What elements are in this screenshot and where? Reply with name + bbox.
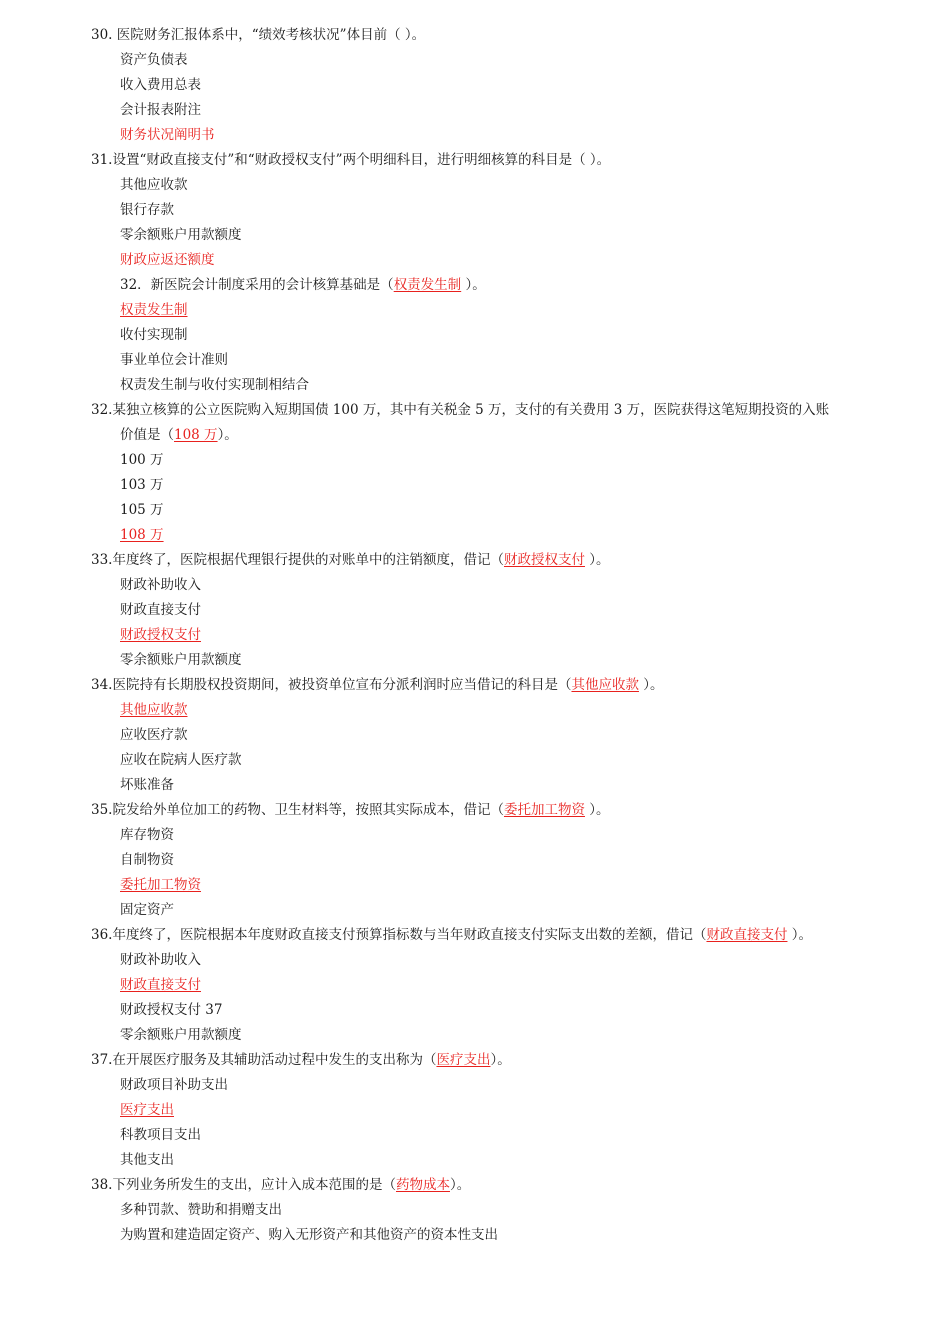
option-item bbox=[0, 123, 950, 148]
option-item bbox=[0, 198, 950, 223]
text-run: 零余额账户用款额度 bbox=[120, 227, 242, 243]
text-run: 坏账准备 bbox=[120, 777, 174, 793]
text-run: 100 万 bbox=[120, 452, 164, 468]
text-run: ）。 bbox=[449, 1177, 471, 1193]
answer-text: 108 万 bbox=[174, 427, 218, 443]
highlighted-option-text: 财务状况阐明书 bbox=[120, 127, 215, 143]
question-stem bbox=[0, 273, 950, 298]
text-run: ）。 bbox=[461, 277, 486, 293]
option-item bbox=[0, 873, 950, 898]
text-run: 科教项目支出 bbox=[120, 1127, 201, 1143]
text-run: ）。 bbox=[217, 427, 238, 443]
option-item bbox=[0, 1073, 950, 1098]
answer-text: 财政授权支付 bbox=[503, 552, 585, 568]
text-run: ）。 bbox=[584, 802, 610, 818]
option-item bbox=[0, 1098, 950, 1123]
question-stem bbox=[0, 548, 950, 573]
text-run: 会计报表附注 bbox=[120, 102, 201, 118]
question-stem bbox=[0, 398, 950, 423]
text-run: 应收在院病人医疗款 bbox=[120, 752, 242, 768]
text-run: 收付实现制 bbox=[120, 327, 188, 343]
option-item bbox=[0, 1123, 950, 1148]
text-run: 32.某独立核算的公立医院购入短期国债 100 万，其中有关税金 5 万，支付的有关费用 3 万，医院获得这笔短期投资的入账 bbox=[91, 402, 830, 418]
text-run: 38.下列业务所发生的支出，应计入成本范围的是（ bbox=[91, 1177, 396, 1193]
question-q37 bbox=[0, 1048, 950, 1173]
option-item bbox=[0, 248, 950, 273]
option-item bbox=[0, 1148, 950, 1173]
option-item bbox=[0, 323, 950, 348]
text-run: 价值是（ bbox=[120, 427, 174, 443]
option-item bbox=[0, 473, 950, 498]
text-run: 37.在开展医疗服务及其辅助活动过程中发生的支出称为（ bbox=[91, 1052, 437, 1068]
text-run: 34.医院持有长期股权投资期间，被投资单位宣布分派利润时应当借记的科目是（ bbox=[91, 677, 572, 693]
answer-text: 药物成本 bbox=[395, 1177, 450, 1193]
text-run: 银行存款 bbox=[120, 202, 174, 218]
document-page bbox=[0, 23, 950, 1248]
option-item bbox=[0, 373, 950, 398]
answer-text: 委托加工物资 bbox=[120, 877, 201, 893]
highlighted-option-text: 财政应返还额度 bbox=[120, 252, 215, 268]
question-q38 bbox=[0, 1173, 950, 1248]
question-q35 bbox=[0, 798, 950, 923]
text-run: 事业单位会计准则 bbox=[120, 352, 228, 368]
question-q34 bbox=[0, 673, 950, 798]
text-run: 103 万 bbox=[120, 477, 164, 493]
text-run: 31.设置“财政直接支付”和“财政授权支付”两个明细科目，进行明细核算的科目是（ ）。 bbox=[91, 152, 611, 168]
answer-text: 108 万 bbox=[120, 527, 164, 543]
text-run: 多种罚款、赞助和捐赠支出 bbox=[120, 1202, 282, 1218]
text-run: 财政补助收入 bbox=[120, 952, 201, 968]
question-stem bbox=[0, 148, 950, 173]
text-run: 为购置和建造固定资产、购入无形资产和其他资产的资本性支出 bbox=[120, 1227, 498, 1243]
option-item bbox=[0, 998, 950, 1023]
option-item bbox=[0, 73, 950, 98]
answer-text: 其他应收款 bbox=[571, 677, 639, 693]
option-item bbox=[0, 823, 950, 848]
text-run: 其他支出 bbox=[120, 1152, 174, 1168]
option-item bbox=[0, 698, 950, 723]
text-run: 固定资产 bbox=[120, 902, 174, 918]
option-item bbox=[0, 748, 950, 773]
option-item bbox=[0, 173, 950, 198]
option-item bbox=[0, 573, 950, 598]
text-run: ）。 bbox=[490, 1052, 511, 1068]
option-item bbox=[0, 898, 950, 923]
text-run: 30. 医院财务汇报体系中，“绩效考核状况”体目前（ ）。 bbox=[91, 27, 426, 43]
question-q36 bbox=[0, 923, 950, 1048]
text-run: 零余额账户用款额度 bbox=[120, 1027, 242, 1043]
answer-text: 财政授权支付 bbox=[120, 627, 201, 643]
text-run: ）。 bbox=[787, 927, 813, 943]
question-q33 bbox=[0, 548, 950, 673]
option-item bbox=[0, 848, 950, 873]
text-run: 零余额账户用款额度 bbox=[120, 652, 242, 668]
text-run: 财政授权支付 37 bbox=[120, 1002, 223, 1018]
option-item bbox=[0, 973, 950, 998]
text-run: 库存物资 bbox=[120, 827, 174, 843]
question-stem bbox=[0, 23, 950, 48]
option-item bbox=[0, 723, 950, 748]
option-item bbox=[0, 298, 950, 323]
option-item bbox=[0, 498, 950, 523]
answer-text: 医疗支出 bbox=[436, 1052, 491, 1068]
question-stem bbox=[0, 923, 950, 948]
option-item bbox=[0, 948, 950, 973]
text-run: 财政项目补助支出 bbox=[120, 1077, 228, 1093]
question-stem bbox=[0, 1048, 950, 1073]
option-item bbox=[0, 523, 950, 548]
question-stem bbox=[0, 1173, 950, 1198]
question-q30 bbox=[0, 23, 950, 148]
question-stem-continued bbox=[0, 423, 950, 448]
answer-text: 其他应收款 bbox=[120, 702, 188, 718]
text-run: 32．新医院会计制度采用的会计核算基础是（ bbox=[120, 277, 394, 293]
option-item bbox=[0, 1023, 950, 1048]
text-run: 33.年度终了，医院根据代理银行提供的对账单中的注销额度，借记（ bbox=[91, 552, 504, 568]
question-stem bbox=[0, 798, 950, 823]
text-run: 36.年度终了，医院根据本年度财政直接支付预算指标数与当年财政直接支付实际支出数的差额，借记（ bbox=[91, 927, 707, 943]
question-q32a bbox=[0, 273, 950, 398]
text-run: 资产负债表 bbox=[120, 52, 188, 68]
option-item bbox=[0, 348, 950, 373]
option-item bbox=[0, 623, 950, 648]
answer-text: 委托加工物资 bbox=[503, 802, 585, 818]
option-item bbox=[0, 448, 950, 473]
option-item bbox=[0, 1198, 950, 1223]
text-run: 权责发生制与收付实现制相结合 bbox=[120, 377, 309, 393]
option-item bbox=[0, 223, 950, 248]
question-stem bbox=[0, 673, 950, 698]
option-item bbox=[0, 598, 950, 623]
answer-text: 财政直接支付 bbox=[120, 977, 201, 993]
text-run: 35.院发给外单位加工的药物、卫生材料等，按照其实际成本，借记（ bbox=[91, 802, 504, 818]
option-item bbox=[0, 648, 950, 673]
text-run: ）。 bbox=[638, 677, 664, 693]
text-run: ）。 bbox=[584, 552, 610, 568]
question-q32b bbox=[0, 398, 950, 548]
answer-text: 财政直接支付 bbox=[706, 927, 788, 943]
answer-text: 权责发生制 bbox=[120, 302, 188, 318]
option-item bbox=[0, 48, 950, 73]
option-item bbox=[0, 773, 950, 798]
answer-text: 医疗支出 bbox=[120, 1102, 174, 1118]
answer-text: 权责发生制 bbox=[393, 277, 462, 293]
text-run: 自制物资 bbox=[120, 852, 174, 868]
text-run: 收入费用总表 bbox=[120, 77, 201, 93]
text-run: 财政直接支付 bbox=[120, 602, 201, 618]
text-run: 105 万 bbox=[120, 502, 164, 518]
option-item bbox=[0, 1223, 950, 1248]
text-run: 其他应收款 bbox=[120, 177, 188, 193]
text-run: 应收医疗款 bbox=[120, 727, 188, 743]
question-q31 bbox=[0, 148, 950, 273]
text-run: 财政补助收入 bbox=[120, 577, 201, 593]
option-item bbox=[0, 98, 950, 123]
